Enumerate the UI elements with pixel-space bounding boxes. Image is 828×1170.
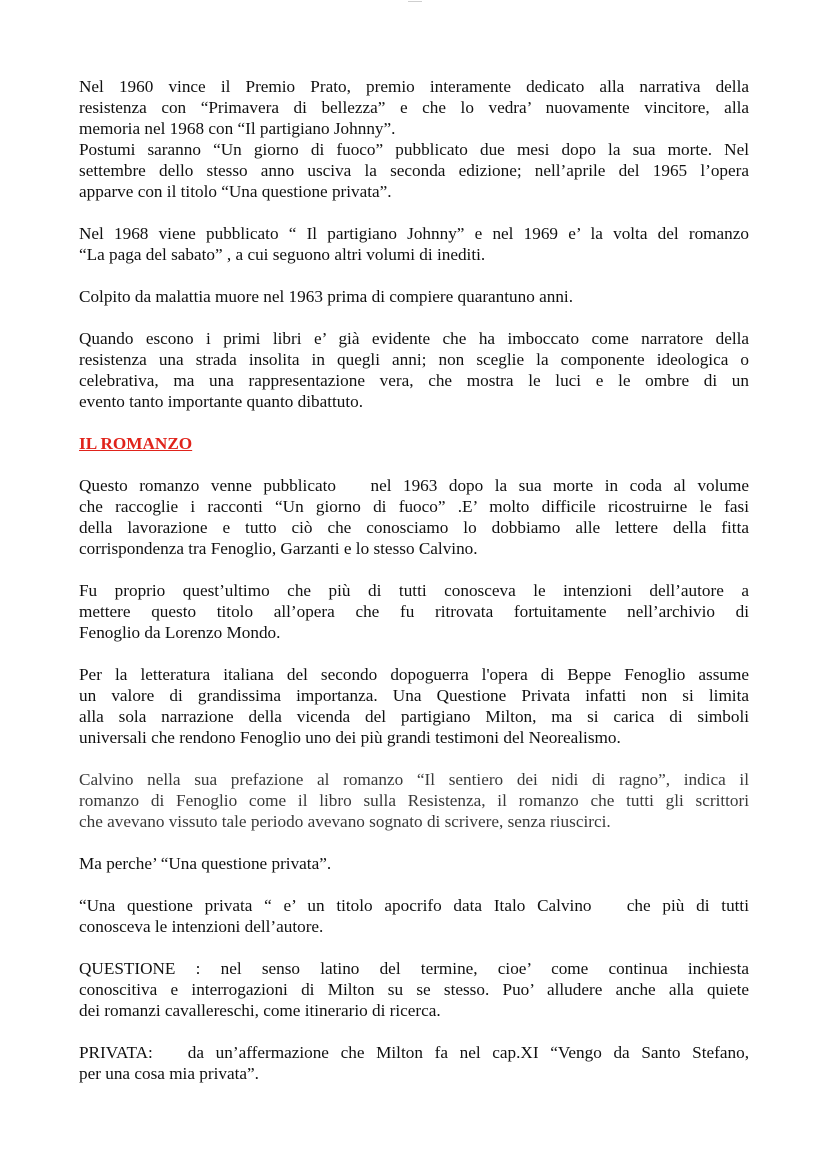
text-line: un valore di grandissima importanza. Una Questione Privata infatti non si limita [79,686,749,705]
paragraph-partigiano-johnny [79,223,749,265]
document-body [79,76,749,1105]
text-line: QUESTIONE : nel senso latino del termine, cioe’ come continua inchiesta [79,959,749,978]
text-line: conosceva le intenzioni dell’autore. [79,917,324,936]
text-line: che avevano vissuto tale periodo avevano sognato di scrivere, senza riuscirci. [79,812,611,831]
paragraph-postumi [79,139,749,202]
text-line: PRIVATA: da un’affermazione che Milton fa nel cap.XI “Vengo da Santo Stefano, [79,1043,749,1062]
text-line: corrispondenza tra Fenoglio, Garzanti e lo stesso Calvino. [79,539,478,558]
text-line: Postumi saranno “Un giorno di fuoco” pubblicato due mesi dopo la sua morte. Nel [79,140,749,159]
page-top-mark [408,0,422,2]
text-line: per una cosa mia privata”. [79,1064,259,1083]
text-line: Quando escono i primi libri e’ già evidente che ha imboccato come narratore della [79,329,749,348]
paragraph-letteratura [79,664,749,748]
text-line: settembre dello stesso anno usciva la seconda edizione; nell’aprile del 1965 l’opera [79,161,749,180]
text-line: resistenza con “Primavera di bellezza” e che lo vedra’ nuovamente vincitore, alla [79,98,749,117]
text-line: Ma perche’ “Una questione privata”. [79,854,332,873]
text-line: Questo romanzo venne pubblicato nel 1963 dopo la sua morte in coda al volume [79,476,749,495]
text-line: Per la letteratura italiana del secondo dopoguerra l'opera di Beppe Fenoglio assume [79,665,749,684]
paragraph-ma-perche [79,853,749,874]
section-heading: IL ROMANZO [79,434,193,453]
text-line: che raccoglie i racconti “Un giorno di fuoco” .E’ molto difficile ricostruirne le fasi [79,497,749,516]
paragraph-questione [79,958,749,1021]
paragraph-pubblicazione [79,475,749,559]
text-line: “Una questione privata “ e’ un titolo apocrifo data Italo Calvino che più di tutti [79,896,749,915]
text-line: evento tanto importante quanto dibattuto. [79,392,364,411]
paragraph-titolo-apocrifo [79,895,749,937]
text-line: Nel 1960 vince il Premio Prato, premio interamente dedicato alla narrativa della [79,77,749,96]
text-line: alla sola narrazione della vicenda del partigiano Milton, ma si carica di simboli [79,707,749,726]
text-line: apparve con il titolo “Una questione privata”. [79,182,392,201]
text-line: memoria nel 1968 con “Il partigiano Johnny”. [79,119,396,138]
text-line: Fu proprio quest’ultimo che più di tutti conosceva le intenzioni dell’autore a [79,581,749,600]
paragraph-calvino-titolo [79,580,749,643]
text-line: “La paga del sabato” , a cui seguono altri volumi di inediti. [79,245,486,264]
paragraph-prefazione [79,769,749,832]
text-line: Calvino nella sua prefazione al romanzo “Il sentiero dei nidi di ragno”, indica il [79,770,749,789]
text-line: celebrativa, ma una rappresentazione vera, che mostra le luci e le ombre di un [79,371,749,390]
text-line: della lavorazione e tutto ciò che conosciamo lo dobbiamo alle lettere della fitta [79,518,749,537]
text-line: Colpito da malattia muore nel 1963 prima di compiere quarantuno anni. [79,287,574,306]
paragraph-privata [79,1042,749,1084]
text-line: conoscitiva e interrogazioni di Milton su se stesso. Puo’ alludere anche alla quiete [79,980,749,999]
text-line: mettere questo titolo all’opera che fu ritrovata fortuitamente nell’archivio di [79,602,749,621]
text-line: romanzo di Fenoglio come il libro sulla Resistenza, il romanzo che tutti gli scrittori [79,791,749,810]
paragraph-morte [79,286,749,307]
paragraph-primi-libri [79,328,749,412]
text-line: Fenoglio da Lorenzo Mondo. [79,623,281,642]
text-line: Nel 1968 viene pubblicato “ Il partigiano Johnny” e nel 1969 e’ la volta del romanzo [79,224,749,243]
text-line: universali che rendono Fenoglio uno dei più grandi testimoni del Neorealismo. [79,728,621,747]
paragraph-premio-prato [79,76,749,139]
text-line: dei romanzi cavallereschi, come itinerario di ricerca. [79,1001,441,1020]
text-line: resistenza una strada insolita in quegli anni; non sceglie la componente ideologica o [79,350,749,369]
